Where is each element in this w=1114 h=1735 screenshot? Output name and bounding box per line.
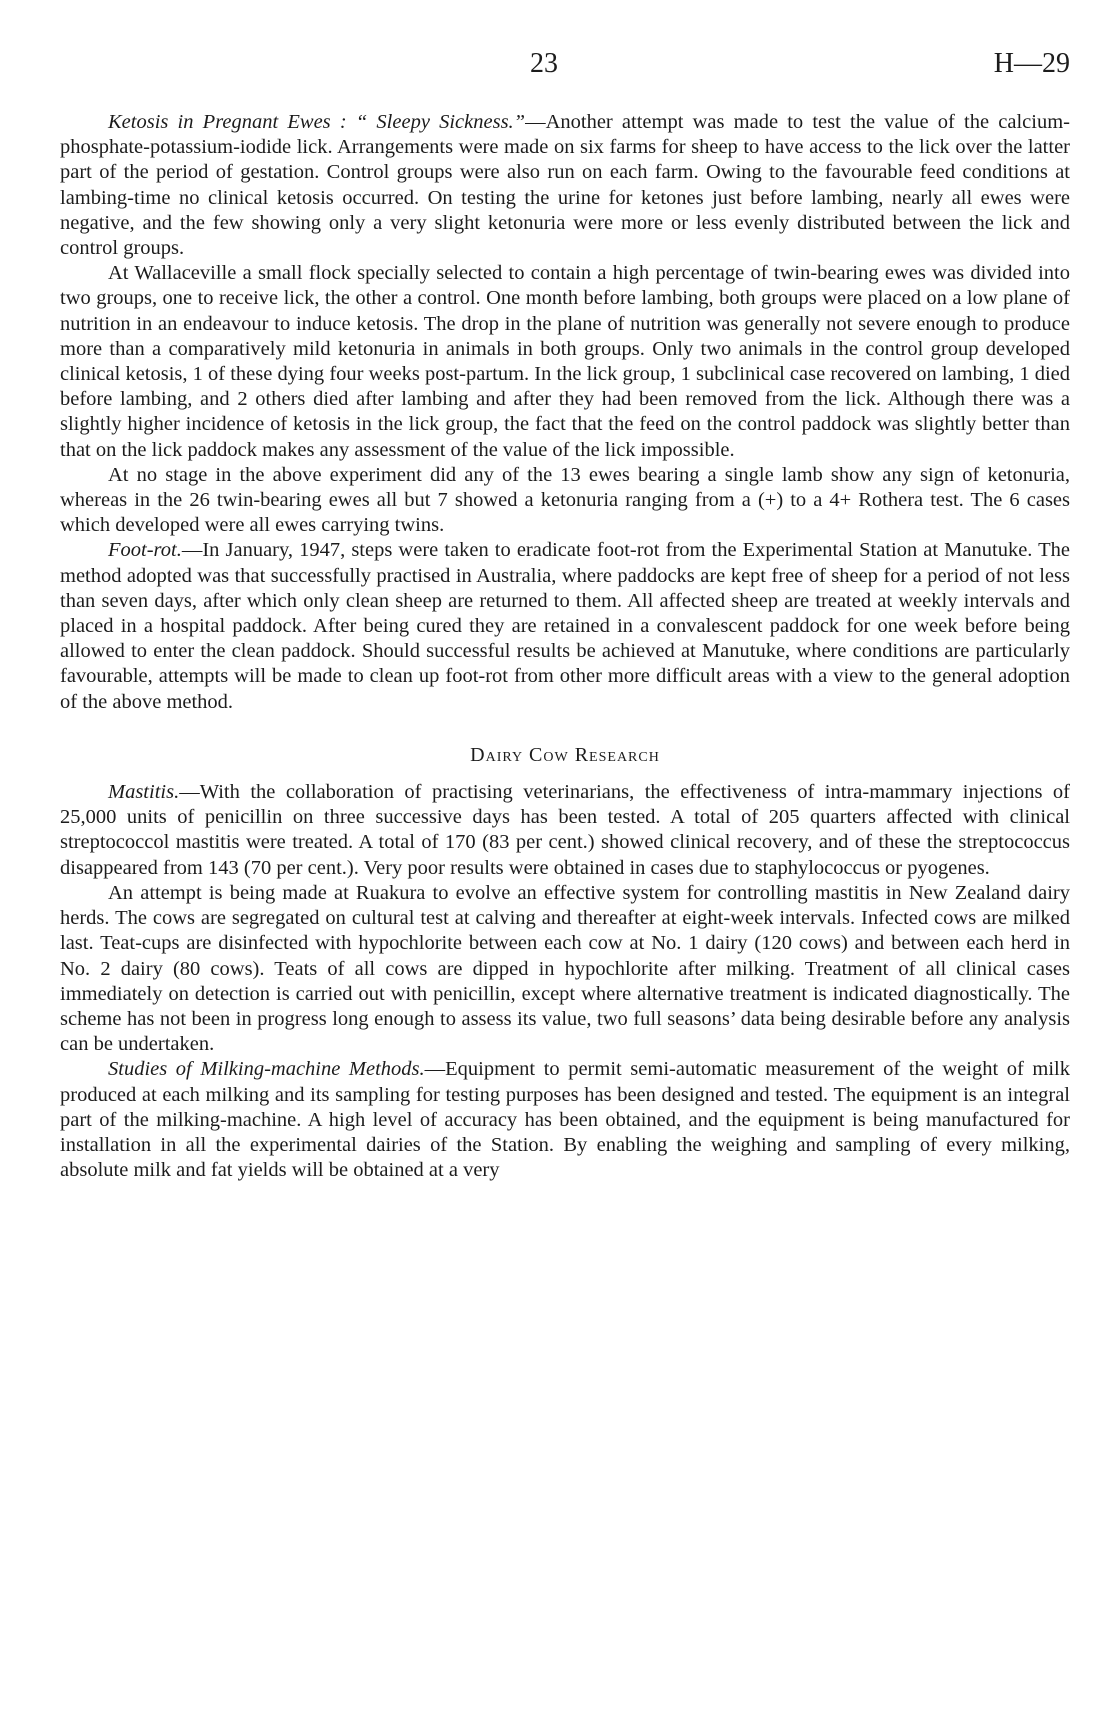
mastitis-lead: Mastitis. [108, 781, 180, 804]
mastitis-paragraph-2: An attempt is being made at Ruakura to evolve an effective system for controlling mastitis in New Zealand dairy herds. The cows are segregated on cultural test at calving and thereafter at eight-week intervals. Infected cows are milked last. Teat-cups are disinfected with hypochlorite between each cow at No. 1 dairy (120 cows) and between each herd in No. 2 dairy (80 cows). Teats of all cows are dipped in hypochlorite after milking. Treatment of all clinical cases immediately on detection is carried out with penicillin, except where alternative treatment is indicated diagnostically. The scheme has not been in progress long enough to assess its value, two full seasons’ data being desirable before any analysis can be undertaken. [60, 881, 1070, 1056]
page-header [60, 48, 1070, 88]
mastitis-text: —With the collaboration of practising veterinarians, the effectiveness of intra-mammary injections of 25,000 units of penicillin on three successive days has been tested. A total of 205 quarters affected with clinical streptococcol mastitis were treated. A total of 170 (83 per cent.) showed clinical recovery, and of these the streptococcus disappeared from 143 (70 per cent.). Very poor results were obtained in cases due to staphylococcus or pyogenes. [60, 781, 1070, 879]
ketosis-paragraph-2: At Wallaceville a small flock specially selected to contain a high percentage of twin-bearing ewes was divided into two groups, one to receive lick, the other a control. One month before lambing, both groups were placed on a low plane of nutrition in an endeavour to induce ketosis. The drop in the plane of nutrition was generally not severe enough to produce more than a comparatively mild ketonuria in animals in both groups. Only two animals in the control group developed clinical ketosis, 1 of these dying four weeks post-partum. In the lick group, 1 subclinical case recovered on lambing, 1 died before lambing, and 2 others died after lambing and after they had been removed from the lick. Although there was a slightly higher incidence of ketosis in the lick group, the fact that the feed on the control paddock was slightly better than that on the lick paddock makes any assessment of the value of the lick impossible. [60, 262, 1070, 461]
document-page [60, 48, 1070, 1183]
ketosis-paragraph-1-text: —Another attempt was made to test the value of the calcium-phosphate-potassium-iodide lick. Arrangements were made on six farms for sheep to have access to the lick over the latter part of the period of gestation. Control groups were also run on each farm. Owing to the favourable feed conditions at lambing-time no clinical ketosis occurred. On testing the urine for ketones just before lambing, nearly all ewes were negative, and the few showing only a very slight ketonuria were more or less evenly distributed between the lick and control groups. [60, 111, 1070, 260]
ketosis-paragraph-1 [60, 110, 1070, 261]
milking-paragraph [60, 1057, 1070, 1183]
foot-rot-text: —In January, 1947, steps were taken to eradicate foot-rot from the Experimental Station at Manutuke. The method adopted was that successfully practised in Australia, where paddocks are kept free of sheep for a period of not less than seven days, after which only clean sheep are returned to them. All affected sheep are treated at weekly intervals and placed in a hospital paddock. After being cured they are retained in a convalescent paddock for one week before being allowed to enter the clean paddock. Should successful results be achieved at Manutuke, where conditions are particularly favourable, attempts will be made to clean up foot-rot from other more difficult areas with a view to the general adoption of the above method. [60, 539, 1070, 713]
ketosis-paragraph-3: At no stage in the above experiment did any of the 13 ewes bearing a single lamb show any sign of ketonuria, whereas in the 26 twin-bearing ewes all but 7 showed a ketonuria ranging from a (+) to a 4+ Rothera test. The 6 cases which developed were all ewes carrying twins. [60, 463, 1070, 537]
mastitis-paragraph-1 [60, 780, 1070, 881]
page-number: 23 [530, 48, 558, 79]
foot-rot-paragraph [60, 538, 1070, 714]
body-text [60, 110, 1070, 1183]
section-heading-dairy-cow-research: Dairy Cow Research [470, 743, 660, 766]
document-reference: H—29 [993, 48, 1070, 79]
milking-lead: Studies of Milking-machine Methods. [108, 1058, 425, 1081]
milking-text: —Equipment to permit semi-automatic measurement of the weight of milk produced at each milking and its sampling for testing purposes has been designed and tested. The equipment is an integral part of the milking-machine. A high level of accuracy has been obtained, and the equipment is being manufactured for installation in all the experimental dairies of the Station. By enabling the weighing and sampling of every milking, absolute milk and fat yields will be obtained at a very [60, 1058, 1070, 1182]
foot-rot-lead: Foot-rot. [108, 539, 182, 562]
ketosis-lead: Ketosis in Pregnant Ewes : “ Sleepy Sickness.” [108, 111, 526, 133]
